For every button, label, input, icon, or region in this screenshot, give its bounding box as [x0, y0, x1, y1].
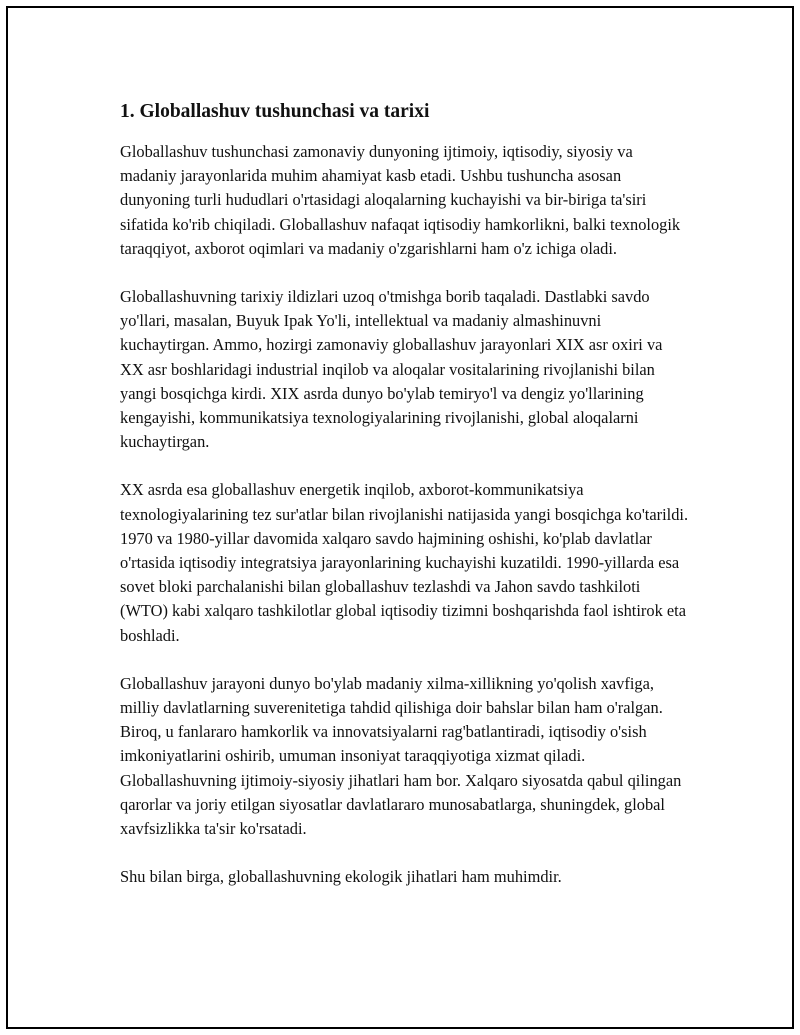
document-page — [6, 6, 794, 1029]
document-body — [120, 99, 690, 913]
paragraph-definition: Globallashuv tushunchasi zamonaviy dunyoning ijtimoiy, iqtisodiy, siyosiy va madaniy jarayonlarida muhim ahamiyat kasb etadi. Ushbu tushuncha asosan dunyoning turli hududlari o'rtasidagi aloqalarning kuchayishi va bir-biriga ta'siri sifatida ko'rib chiqiladi. Globallashuv nafaqat iqtisodiy hamkorlikni, balki texnologik taraqqiyot, axborot oqimlari va madaniy o'zgarishlarni ham o'z ichiga oladi. — [120, 142, 681, 258]
paragraph-debates: Globallashuv jarayoni dunyo bo'ylab madaniy xilma-xillikning yo'qolish xavfiga, milliy davlatlarning suverenitetiga tahdid qilishiga doir bahslar bilan ham o'ralgan. Biroq, u fanlararo hamkorlik va innovatsiyalarni rag'batlantiradi, iqtisodiy o'sish imkoniyatlarini oshirib, umuman insoniyat taraqqiyotiga xizmat qiladi. Globallashuvning ijtimoiy-siyosiy jihatlari ham bor. Xalqaro siyosatda qabul qilingan qarorlar va joriy etilgan siyosatlar davlatlararo munosabatlarga, shuningdek, global xavfsizlikka ta'sir ko'rsatadi. — [120, 673, 682, 839]
paragraph-history: Globallashuvning tarixiy ildizlari uzoq o'tmishga borib taqaladi. Dastlabki savdo yo'llari, masalan, Buyuk Ipak Yo'li, intellektual va madaniy almashinuvni kuchaytirgan. Ammo, hozirgi zamonaviy globallashuv jarayonlari XIX asr oxiri va XX asr boshlaridagi industrial inqilob va aloqalar vositalarining rivojlanishi bilan yangi bosqichga kirdi. XIX asrda dunyo bo'ylab temiryo'l va dengiz yo'llarining kengayishi, kommunikatsiya texnologiyalarining rivojlanishi, global aloqalarni kuchaytirgan. — [120, 287, 663, 452]
paragraph-twentieth-century: XX asrda esa globallashuv energetik inqilob, axborot-kommunikatsiya texnologiyalarining tez sur'atlar bilan rivojlanishi natijasida yangi bosqichga ko'tarildi. 1970 va 1980-yillar davomida xalqaro savdo hajmining oshishi, ko'plab davlatlar o'rtasida iqtisodiy integratsiya jarayonlarining kuchayishi kuzatildi. 1990-yillarda esa sovet bloki parchalanishi bilan globallashuv tezlashdi va Jahon savdo tashkiloti (WTO) kabi xalqaro tashkilotlar global iqtisodiy tizimni boshqarishda faol ishtirok eta boshladi. — [120, 480, 689, 645]
paragraph-ecology: Shu bilan birga, globallashuvning ekologik jihatlari ham muhimdir. — [120, 867, 562, 887]
section-heading: 1. Globallashuv tushunchasi va tarixi — [120, 101, 430, 122]
